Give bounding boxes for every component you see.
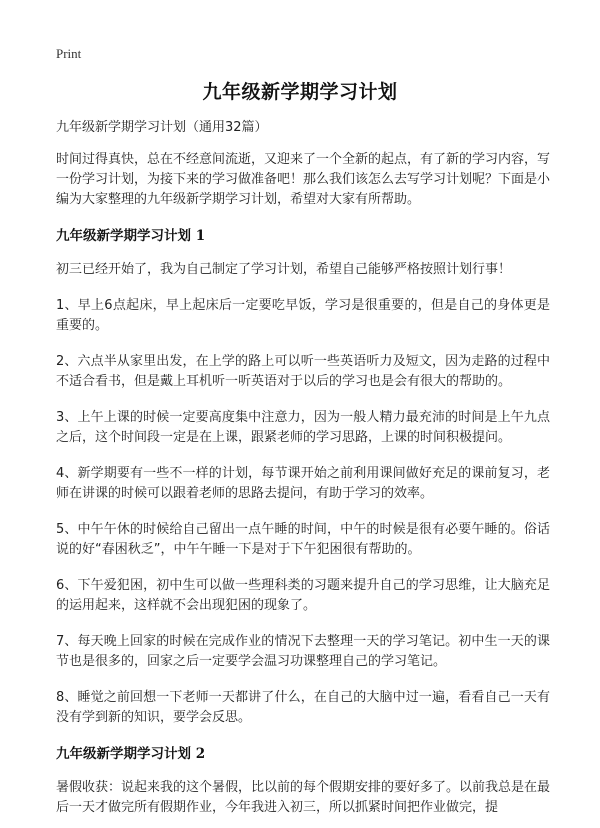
article-body <box>56 118 550 828</box>
intro-paragraph: 时间过得真快，总在不经意间流逝，又迎来了一个全新的起点，有了新的学习内容，写一份学习计划，为接下来的学习做准备吧！那么我们该怎么去写学习计划呢？下面是小编为大家整理的九年级新学期学习计划，希望对大家有所帮助。 <box>56 152 551 207</box>
paragraph: 3、上午上课的时候一定要高度集中注意力，因为一般人精力最充沛的时间是上午九点之后，这个时间段一定是在上课，跟紧老师的学习思路，上课的时间积极提问。 <box>56 410 550 445</box>
paragraph: 7、每天晚上回家的时候在完成作业的情况下去整理一天的学习笔记。初中生一天的课节也是很多的，回家之后一定要学会温习功课整理自己的学习笔记。 <box>56 634 550 669</box>
section-heading-1: 九年级新学期学习计划 1 <box>56 228 206 244</box>
paragraph: 8、睡觉之前回想一下老师一天都讲了什么，在自己的大脑中过一遍，看看自己一天有没有学到新的知识，要学会反思。 <box>56 690 550 725</box>
paragraph: 1、早上6点起床，早上起床后一定要吃早饭，学习是很重要的，但是自己的身体更是重要的。 <box>56 298 550 333</box>
section-heading-2: 九年级新学期学习计划 2 <box>56 746 206 762</box>
paragraph: 5、中午午休的时候给自己留出一点午睡的时间，中午的时候是很有必要午睡的。俗话说的好“春困秋乏”，中午午睡一下是对于下午犯困很有帮助的。 <box>56 522 550 557</box>
paragraph: 2、六点半从家里出发，在上学的路上可以听一些英语听力及短文，因为走路的过程中不适合看书，但是戴上耳机听一听英语对于以后的学习也是会有很大的帮助的。 <box>56 354 550 389</box>
paragraph: 6、下午爱犯困，初中生可以做一些理科类的习题来提升自己的学习思维，让大脑充足的运用起来，这样就不会出现犯困的现象了。 <box>56 578 550 613</box>
paragraph: 暑假收获：说起来我的这个暑假，比以前的每个假期安排的要好多了。以前我总是在最后一天才做完所有假期作业，今年我进入初三，所以抓紧时间把作业做完，提 <box>56 780 551 815</box>
paragraph: 4、新学期要有一些不一样的计划，每节课开始之前利用课间做好充足的课前复习，老师在讲课的时候可以跟着老师的思路去提问，有助于学习的效率。 <box>56 466 550 501</box>
paragraph: 初三已经开始了，我为自己制定了学习计划，希望自己能够严格按照计划行事！ <box>56 262 512 277</box>
article-subtitle: 九年级新学期学习计划（通用32篇） <box>56 120 268 135</box>
print-link[interactable]: Print <box>56 46 82 61</box>
page-title: 九年级新学期学习计划 <box>202 81 398 103</box>
